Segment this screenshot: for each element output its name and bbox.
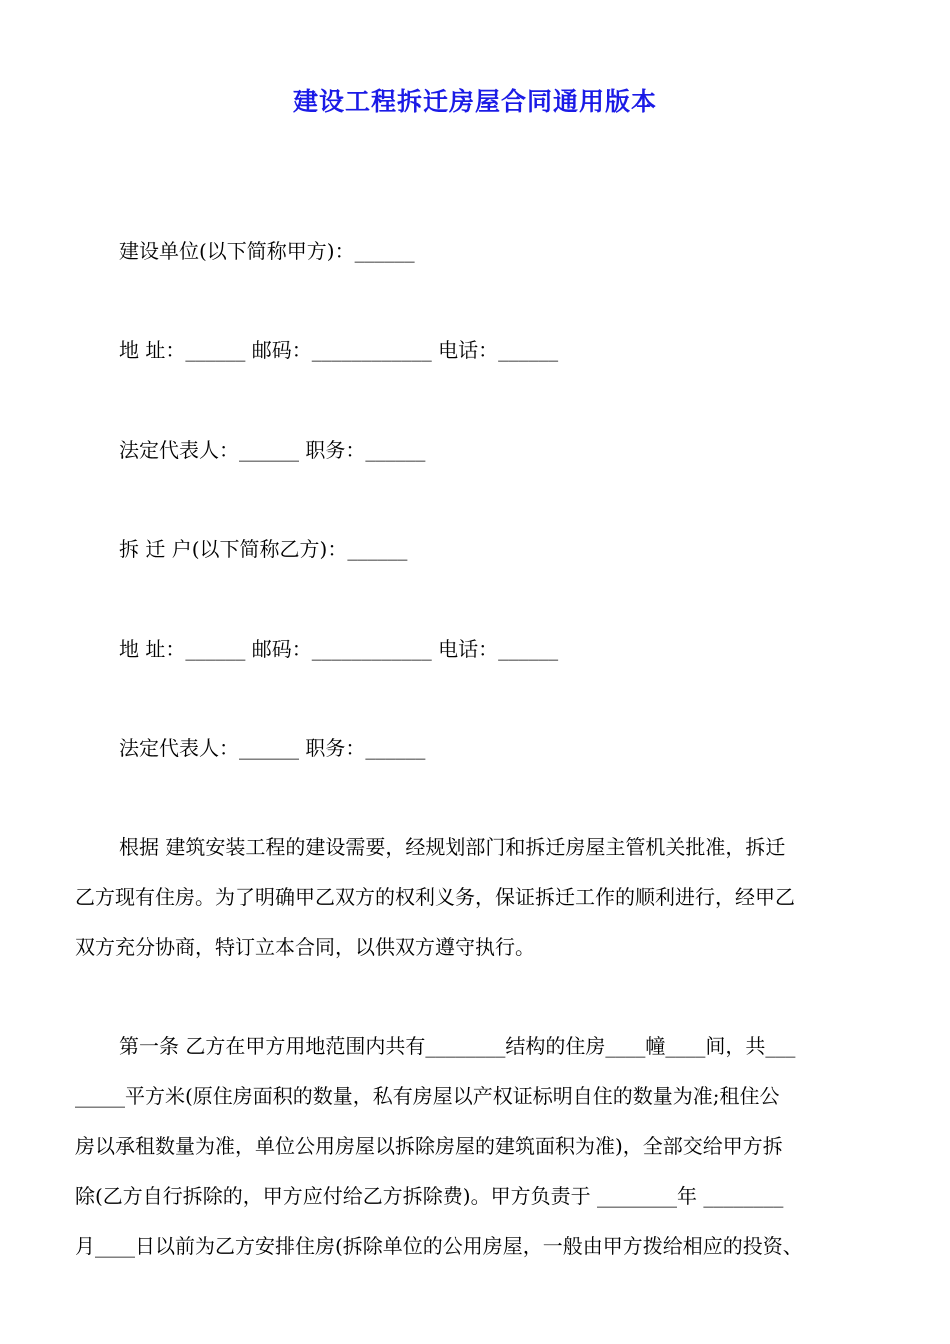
article-1-line: 房以承租数量为准，单位公用房屋以拆除房屋的建筑面积为准)，全部交给甲方拆 [75,1134,783,1158]
article-1-line: 第一条 乙方在甲方用地范围内共有________结构的住房____幢____间，共___ [119,1034,796,1058]
article-1-line: 月____日以前为乙方安排住房(拆除单位的公用房屋，一般由甲方拨给相应的投资、 [75,1234,803,1258]
party-a-representative-line: 法定代表人：______ 职务：______ [119,438,426,462]
party-b-address-line: 地 址：______ 邮码：____________ 电话：______ [119,637,559,661]
party-a-address-line: 地 址：______ 邮码：____________ 电话：______ [119,338,559,362]
preamble-line: 双方充分协商，特订立本合同，以供双方遵守执行。 [75,935,535,959]
article-1-paragraph [75,1021,879,1271]
preamble-line: 乙方现有住房。为了明确甲乙双方的权利义务，保证拆迁工作的顺利进行，经甲乙 [75,885,795,909]
party-b-representative-line: 法定代表人：______ 职务：______ [119,736,426,760]
preamble-line: 根据 建筑安装工程的建设需要，经规划部门和拆迁房屋主管机关批准，拆迁 [119,835,786,859]
party-a-name-line: 建设单位(以下简称甲方)：______ [119,239,415,263]
article-1-line: 除(乙方自行拆除的，甲方应付给乙方拆除费)。甲方负责于 ________年 ________ [75,1184,784,1208]
preamble-paragraph [75,822,879,972]
article-1-line: _____平方米(原住房面积的数量，私有房屋以产权证标明自住的数量为准;租住公 [75,1084,780,1108]
document-title: 建设工程拆迁房屋合同通用版本 [292,87,657,116]
party-b-name-line: 拆 迁 户(以下简称乙方)：______ [119,537,408,561]
